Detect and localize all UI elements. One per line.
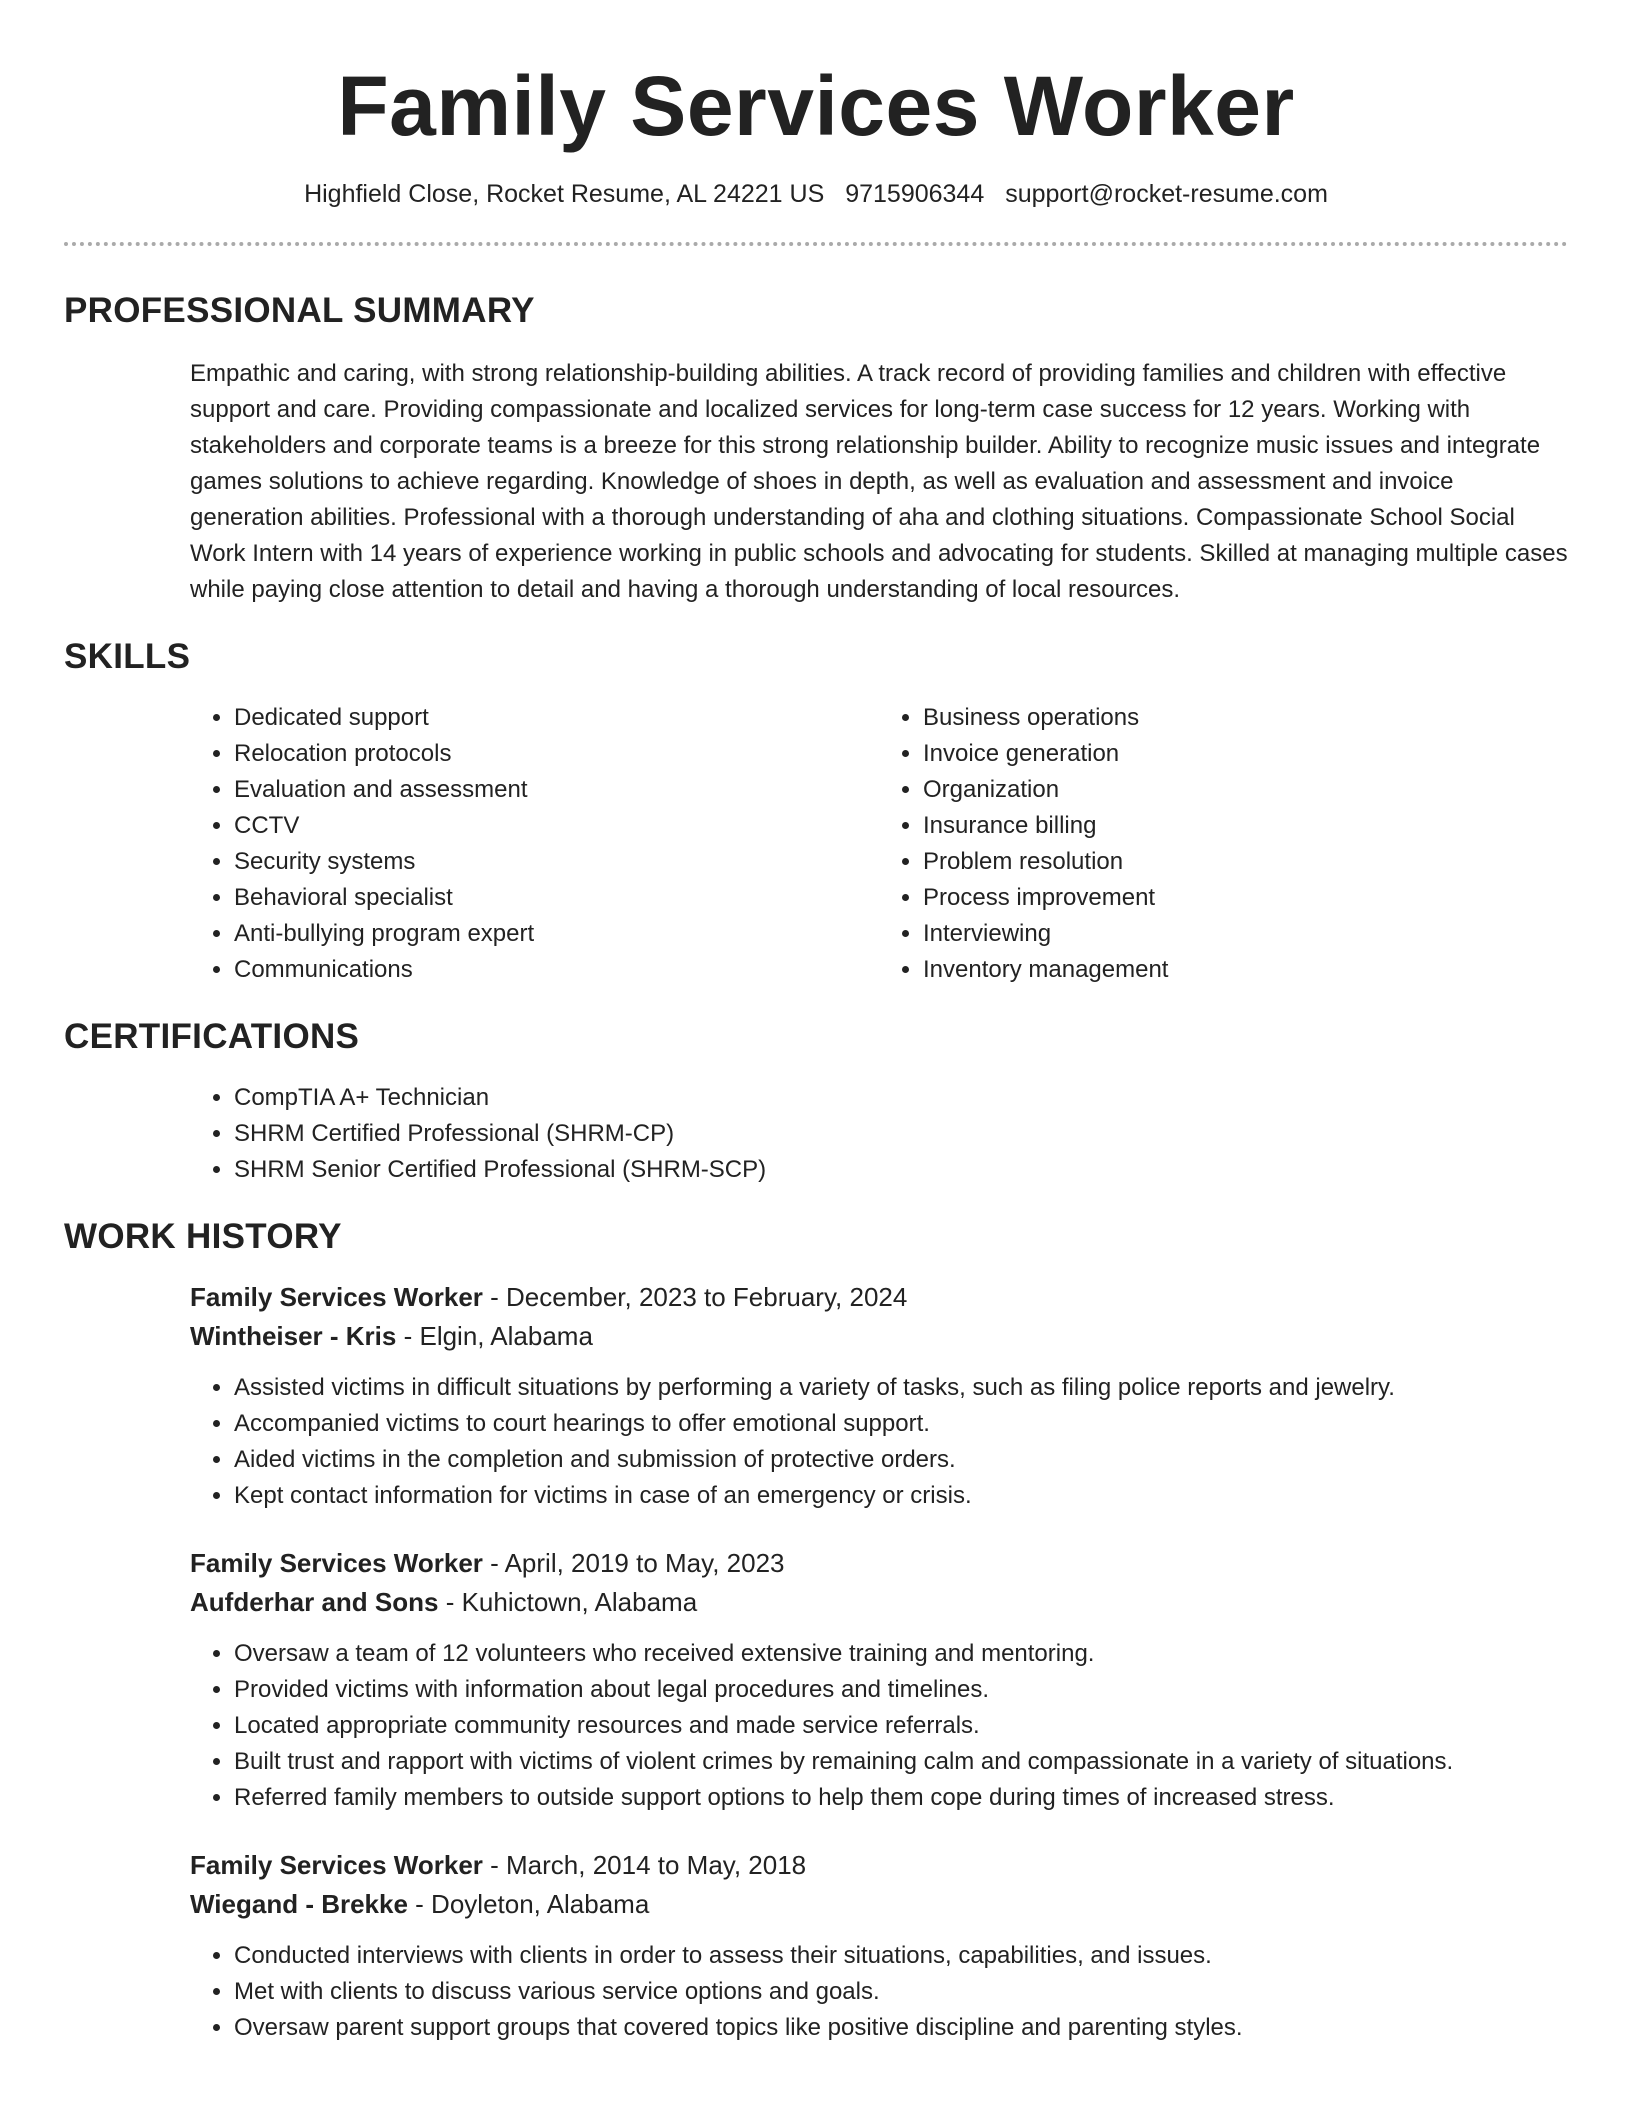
skill-item: • Inventory management <box>923 952 1568 988</box>
skill-item: • Business operations <box>923 700 1568 736</box>
job-bullet: • Assisted victims in difficult situations by performing a variety of tasks, such as filing police reports and jewelry. <box>234 1370 1568 1406</box>
summary-text: Empathic and caring, with strong relationship-building abilities. A track record of providing families and children with effective support and care. Providing compassionate and localized services for long-term case success for 12 years. Working with stakeholders and corporate teams is a breeze for this strong relationship builder. Ability to recognize music issues and integrate games solutions to achieve regarding. Knowledge of shoes in depth, as well as evaluation and assessment and invoice generation abilities. Professional with a thorough understanding of aha and clothing situations. Compassionate School Social Work Intern with 14 years of experience working in public schools and advocating for students. Skilled at managing multiple cases while paying close attention to detail and having a thorough understanding of local resources. <box>190 360 1568 603</box>
job-location: - Elgin, Alabama <box>396 1321 593 1351</box>
resume-name: Family Services Worker <box>337 59 1295 153</box>
skill-item: • Communications <box>234 952 879 988</box>
skill-item: • Interviewing <box>923 916 1568 952</box>
job-dates: - March, 2014 to May, 2018 <box>482 1850 807 1880</box>
job-bullet: • Provided victims with information about legal procedures and timelines. <box>234 1672 1568 1708</box>
skill-item: • Evaluation and assessment <box>234 772 879 808</box>
skill-item: • Invoice generation <box>923 736 1568 772</box>
job-bullet: • Referred family members to outside support options to help them cope during times of increased stress. <box>234 1780 1568 1816</box>
job-title: Family Services Worker <box>190 1548 483 1578</box>
work-section <box>64 1216 1568 2046</box>
skill-item: • Dedicated support <box>234 700 879 736</box>
skill-item: • Organization <box>923 772 1568 808</box>
contact-line <box>64 178 1568 210</box>
job-company: Wintheiser - Kris <box>190 1321 397 1351</box>
certification-item: • SHRM Senior Certified Professional (SHRM-SCP) <box>234 1152 1568 1188</box>
section-title-certifications: CERTIFICATIONS <box>64 1017 360 1056</box>
skill-item: • Insurance billing <box>923 808 1568 844</box>
job-entry <box>190 1846 1568 2046</box>
skill-item: • Behavioral specialist <box>234 880 879 916</box>
job-bullet: • Conducted interviews with clients in order to assess their situations, capabilities, and issues. <box>234 1938 1568 1974</box>
job-title-line <box>190 1278 1568 1317</box>
job-title-line <box>190 1544 1568 1583</box>
job-dates: - April, 2019 to May, 2023 <box>482 1548 785 1578</box>
skills-list-right <box>879 700 1568 988</box>
skills-section <box>64 636 1568 988</box>
job-bullet: • Built trust and rapport with victims of violent crimes by remaining calm and compassionate in a variety of situations. <box>234 1744 1568 1780</box>
contact-address: Highfield Close, Rocket Resume, AL 24221 US <box>304 180 825 208</box>
job-company: Wiegand - Brekke <box>190 1889 408 1919</box>
job-entry <box>190 1544 1568 1816</box>
job-location: - Kuhictown, Alabama <box>438 1587 698 1617</box>
skill-item: • CCTV <box>234 808 879 844</box>
job-bullet: • Aided victims in the completion and submission of protective orders. <box>234 1442 1568 1478</box>
skill-item: • Anti-bullying program expert <box>234 916 879 952</box>
job-company-line <box>190 1583 1568 1622</box>
skill-item: • Problem resolution <box>923 844 1568 880</box>
job-location: - Doyleton, Alabama <box>407 1889 650 1919</box>
job-bullet: • Oversaw a team of 12 volunteers who received extensive training and mentoring. <box>234 1636 1568 1672</box>
job-title: Family Services Worker <box>190 1282 483 1312</box>
job-bullets <box>190 1636 1568 1816</box>
job-company-line <box>190 1885 1568 1924</box>
job-bullet: • Kept contact information for victims in case of an emergency or crisis. <box>234 1478 1568 1514</box>
job-dates: - December, 2023 to February, 2024 <box>482 1282 908 1312</box>
certification-item: • CompTIA A+ Technician <box>234 1080 1568 1116</box>
job-company-line <box>190 1317 1568 1356</box>
job-bullet: • Located appropriate community resources and made service referrals. <box>234 1708 1568 1744</box>
job-bullet: • Accompanied victims to court hearings to offer emotional support. <box>234 1406 1568 1442</box>
contact-email: support@rocket-resume.com <box>1005 180 1328 208</box>
job-bullets <box>190 1370 1568 1514</box>
skill-item: • Security systems <box>234 844 879 880</box>
job-bullet: • Oversaw parent support groups that covered topics like positive discipline and parenting styles. <box>234 2010 1568 2046</box>
job-title: Family Services Worker <box>190 1850 483 1880</box>
section-title-work: WORK HISTORY <box>64 1217 342 1256</box>
job-title-line <box>190 1846 1568 1885</box>
job-bullet: • Met with clients to discuss various service options and goals. <box>234 1974 1568 2010</box>
skill-item: • Process improvement <box>923 880 1568 916</box>
header-divider <box>64 242 1568 246</box>
section-title-skills: SKILLS <box>64 637 191 676</box>
certifications-list <box>190 1080 1568 1188</box>
summary-section <box>64 290 1568 608</box>
section-title-summary: PROFESSIONAL SUMMARY <box>64 291 535 330</box>
contact-phone: 9715906344 <box>845 180 985 208</box>
job-company: Aufderhar and Sons <box>190 1587 439 1617</box>
job-bullets <box>190 1938 1568 2046</box>
resume-page <box>64 0 1568 2046</box>
certification-item: • SHRM Certified Professional (SHRM-CP) <box>234 1116 1568 1152</box>
skill-item: • Relocation protocols <box>234 736 879 772</box>
job-entry <box>190 1278 1568 1514</box>
certifications-section <box>64 1016 1568 1188</box>
skills-list-left <box>190 700 879 988</box>
